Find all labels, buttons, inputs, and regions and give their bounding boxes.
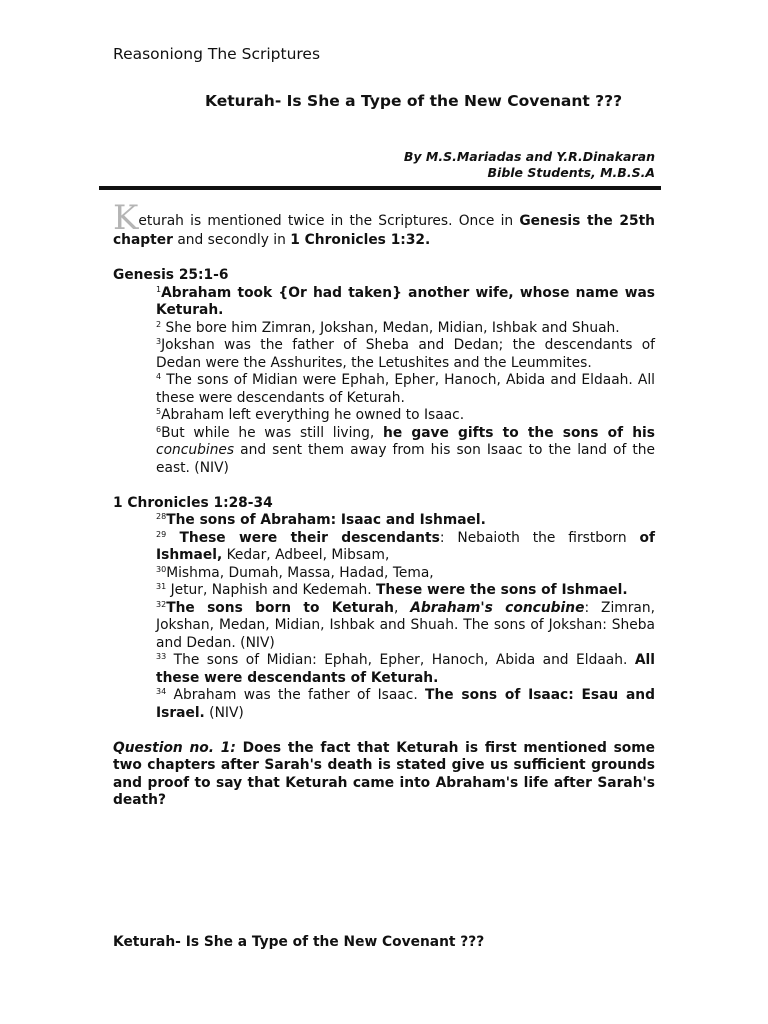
verse-text: Abraham was the father of Isaac. <box>166 687 426 703</box>
verse-text: : Zimran, Jokshan, Medan, Midian, Ishbak and Shuah. The sons of Jokshan: Sheba and Dedan. (NIV) <box>156 599 655 651</box>
verse-text: (NIV) <box>204 704 244 721</box>
verse-number: 29 <box>156 529 167 539</box>
chronicles-heading: 1 Chronicles 1:28-34 <box>113 494 273 511</box>
chronicles-verse <box>113 600 655 653</box>
genesis-verse <box>113 337 655 372</box>
genesis-verse <box>113 372 655 407</box>
verse-text: The sons of Isaac: Esau and Israel. <box>156 687 655 721</box>
intro-text-1: eturah is mentioned twice in the Scriptures. Once in <box>138 213 520 229</box>
verse-text: Abraham left everything he owned to Isaac. <box>161 407 465 423</box>
verse-text: Abraham's concubine <box>410 599 585 616</box>
genesis-verse <box>113 425 655 478</box>
verse-number: 28 <box>156 512 167 521</box>
horizontal-rule <box>99 186 661 190</box>
verse-text: These were the sons of Ishmael. <box>376 582 628 598</box>
chronicles-verses <box>113 512 655 722</box>
question-label: Question no. 1: <box>113 739 236 756</box>
verse-text: Kedar, Adbeel, Mibsam, <box>222 547 390 563</box>
verse-number: 4 <box>156 372 162 381</box>
verse-text: She bore him Zimran, Jokshan, Medan, Midian, Ishbak and Shuah. <box>161 319 620 336</box>
footer-heading: Keturah- Is She a Type of the New Covenant ??? <box>113 934 485 950</box>
document-title <box>113 91 655 111</box>
verse-number: 33 <box>156 652 167 661</box>
verse-text: Jokshan was the father of Sheba and Dedan; the descendants of Dedan were the Asshurites, the Letushites and the Leummites. <box>156 337 655 371</box>
verse-number: 30 <box>156 564 167 574</box>
verse-text: concubines <box>156 442 235 458</box>
genesis-verses <box>113 285 655 478</box>
chronicles-verse <box>113 565 655 583</box>
verse-text: Abraham took {Or had taken} another wife, whose name was Keturah. <box>156 284 655 318</box>
verse-text: Jetur, Naphish and Kedemah. <box>166 582 377 598</box>
genesis-heading: Genesis 25:1-6 <box>113 267 229 283</box>
verse-number: 6 <box>156 424 162 434</box>
chronicles-verse <box>113 530 655 565</box>
verse-number: 34 <box>156 687 167 696</box>
verse-text: These were their descendants <box>166 529 440 546</box>
verse-text: : Nebaioth the firstborn <box>439 529 640 546</box>
byline <box>404 149 655 181</box>
spacer <box>113 250 655 268</box>
intro-ref-genesis: Genesis the 25th chapter <box>113 213 656 248</box>
drop-cap: K <box>113 198 139 238</box>
genesis-verse <box>113 285 655 320</box>
verse-text: and sent them away from his son Isaac to the land of the east. (NIV) <box>156 442 655 476</box>
spacer <box>113 477 655 495</box>
site-title: Reasoniong The Scriptures <box>113 45 321 63</box>
verse-text: But while he was still living, <box>161 424 384 441</box>
verse-text: , <box>393 599 411 616</box>
chronicles-verse <box>113 652 655 687</box>
verse-text: The sons born to Keturah <box>166 599 394 616</box>
verse-number: 32 <box>156 599 167 609</box>
document-title-text: Keturah- Is She a Type of the New Covenant ??? <box>205 92 623 110</box>
chronicles-verse <box>113 512 655 530</box>
document-body <box>113 198 656 810</box>
verse-text: The sons of Midian: Ephah, Epher, Hanoch, Abida and Eldaah. <box>166 652 635 668</box>
chronicles-verse <box>113 687 655 722</box>
verse-text: he gave gifts to the sons of his <box>383 424 655 441</box>
byline-affiliation: Bible Students, M.B.S.A <box>487 165 655 180</box>
verse-text: The sons of Midian were Ephah, Epher, Hanoch, Abida and Eldaah. All these were descendants of Keturah. <box>156 372 655 406</box>
verse-number: 31 <box>156 582 167 591</box>
verse-text: All these were descendants of Keturah. <box>156 652 655 686</box>
verse-number: 1 <box>156 284 162 294</box>
verse-text: The sons of Abraham: Isaac and Ishmael. <box>166 512 486 528</box>
intro-text-2: and secondly in <box>172 232 291 248</box>
genesis-verse <box>113 407 655 425</box>
verse-text: of Ishmael, <box>156 529 655 563</box>
spacer <box>113 722 655 740</box>
intro-ref-chronicles: 1 Chronicles 1:32. <box>290 232 431 248</box>
verse-number: 5 <box>156 407 162 416</box>
verse-text: Mishma, Dumah, Massa, Hadad, Tema, <box>166 564 434 581</box>
byline-authors: By M.S.Mariadas and Y.R.Dinakaran <box>403 149 655 164</box>
genesis-verse <box>113 320 655 338</box>
chronicles-verse <box>113 582 655 600</box>
verse-number: 3 <box>156 337 162 346</box>
intro-paragraph <box>113 198 656 250</box>
question-paragraph <box>113 740 655 810</box>
verse-number: 2 <box>156 319 162 329</box>
question-text: Does the fact that Keturah is first mentioned some two chapters after Sarah's death is stated give us sufficient grounds and proof to say that Keturah came into Abraham's life after Sarah's death? <box>113 739 655 808</box>
